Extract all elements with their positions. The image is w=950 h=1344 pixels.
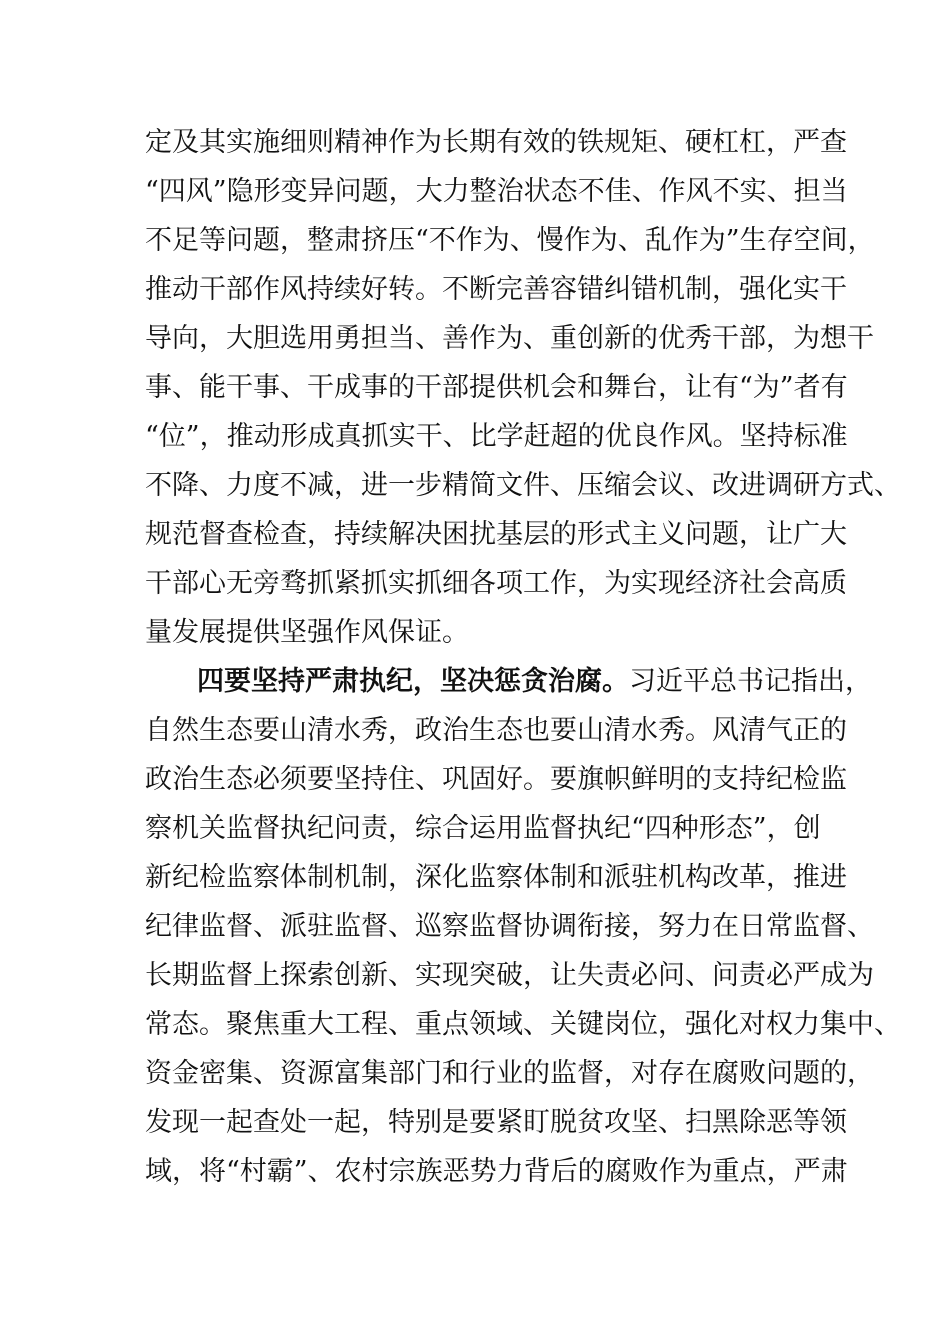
text-line: “位”，推动形成真抓实干、比学赶超的优良作风。坚持标准 [145,421,848,452]
text-line: 不降、力度不减，进一步精简文件、压缩会议、改进调研方式、 [145,470,901,501]
text-line: 导向，大胆选用勇担当、善作为、重创新的优秀干部，为想干 [145,323,874,354]
paragraph-discipline [145,657,901,1196]
text-line: 常态。聚焦重大工程、重点领域、关键岗位，强化对权力集中、 [145,1009,901,1040]
text-line: 规范督查检查，持续解决困扰基层的形式主义问题，让广大 [145,519,847,550]
text-line: 不足等问题，整肃挤压“不作为、慢作为、乱作为”生存空间， [145,225,875,256]
text-line: 定及其实施细则精神作为长期有效的铁规矩、硬杠杠，严查 [145,127,847,158]
section-heading: 四要坚持严肃执纪，坚决惩贪治腐。 [197,666,629,697]
paragraph-first-line [145,657,872,706]
paragraph-work-style [145,118,901,657]
text-line: 资金密集、资源富集部门和行业的监督，对存在腐败问题的， [145,1058,874,1089]
text-line: 发现一起查处一起，特别是要紧盯脱贫攻坚、扫黑除恶等领 [145,1107,847,1138]
text-line: “四风”隐形变异问题，大力整治状态不佳、作风不实、担当 [145,176,848,207]
text-line: 量发展提供坚强作风保证。 [145,617,469,648]
text-line: 干部心无旁骛抓紧抓实抓细各项工作，为实现经济社会高质 [145,568,847,599]
text-line: 新纪检监察体制机制，深化监察体制和派驻机构改革，推进 [145,862,847,893]
text-line: 长期监督上探索创新、实现突破，让失责必问、问责必严成为 [145,960,874,991]
heading-continuation: 习近平总书记指出， [629,666,872,697]
text-line: 政治生态必须要坚持住、巩固好。要旗帜鲜明的支持纪检监 [145,764,847,795]
text-line: 察机关监督执纪问责，综合运用监督执纪“四种形态”，创 [145,813,821,844]
text-line: 自然生态要山清水秀，政治生态也要山清水秀。风清气正的 [145,715,847,746]
text-line: 推动干部作风持续好转。不断完善容错纠错机制，强化实干 [145,274,847,305]
text-line: 事、能干事、干成事的干部提供机会和舞台，让有“为”者有 [145,372,848,403]
text-line: 纪律监督、派驻监督、巡察监督协调衔接，努力在日常监督、 [145,911,874,942]
text-line: 域，将“村霸”、农村宗族恶势力背后的腐败作为重点，严肃 [145,1156,848,1187]
document-body [145,118,901,1196]
